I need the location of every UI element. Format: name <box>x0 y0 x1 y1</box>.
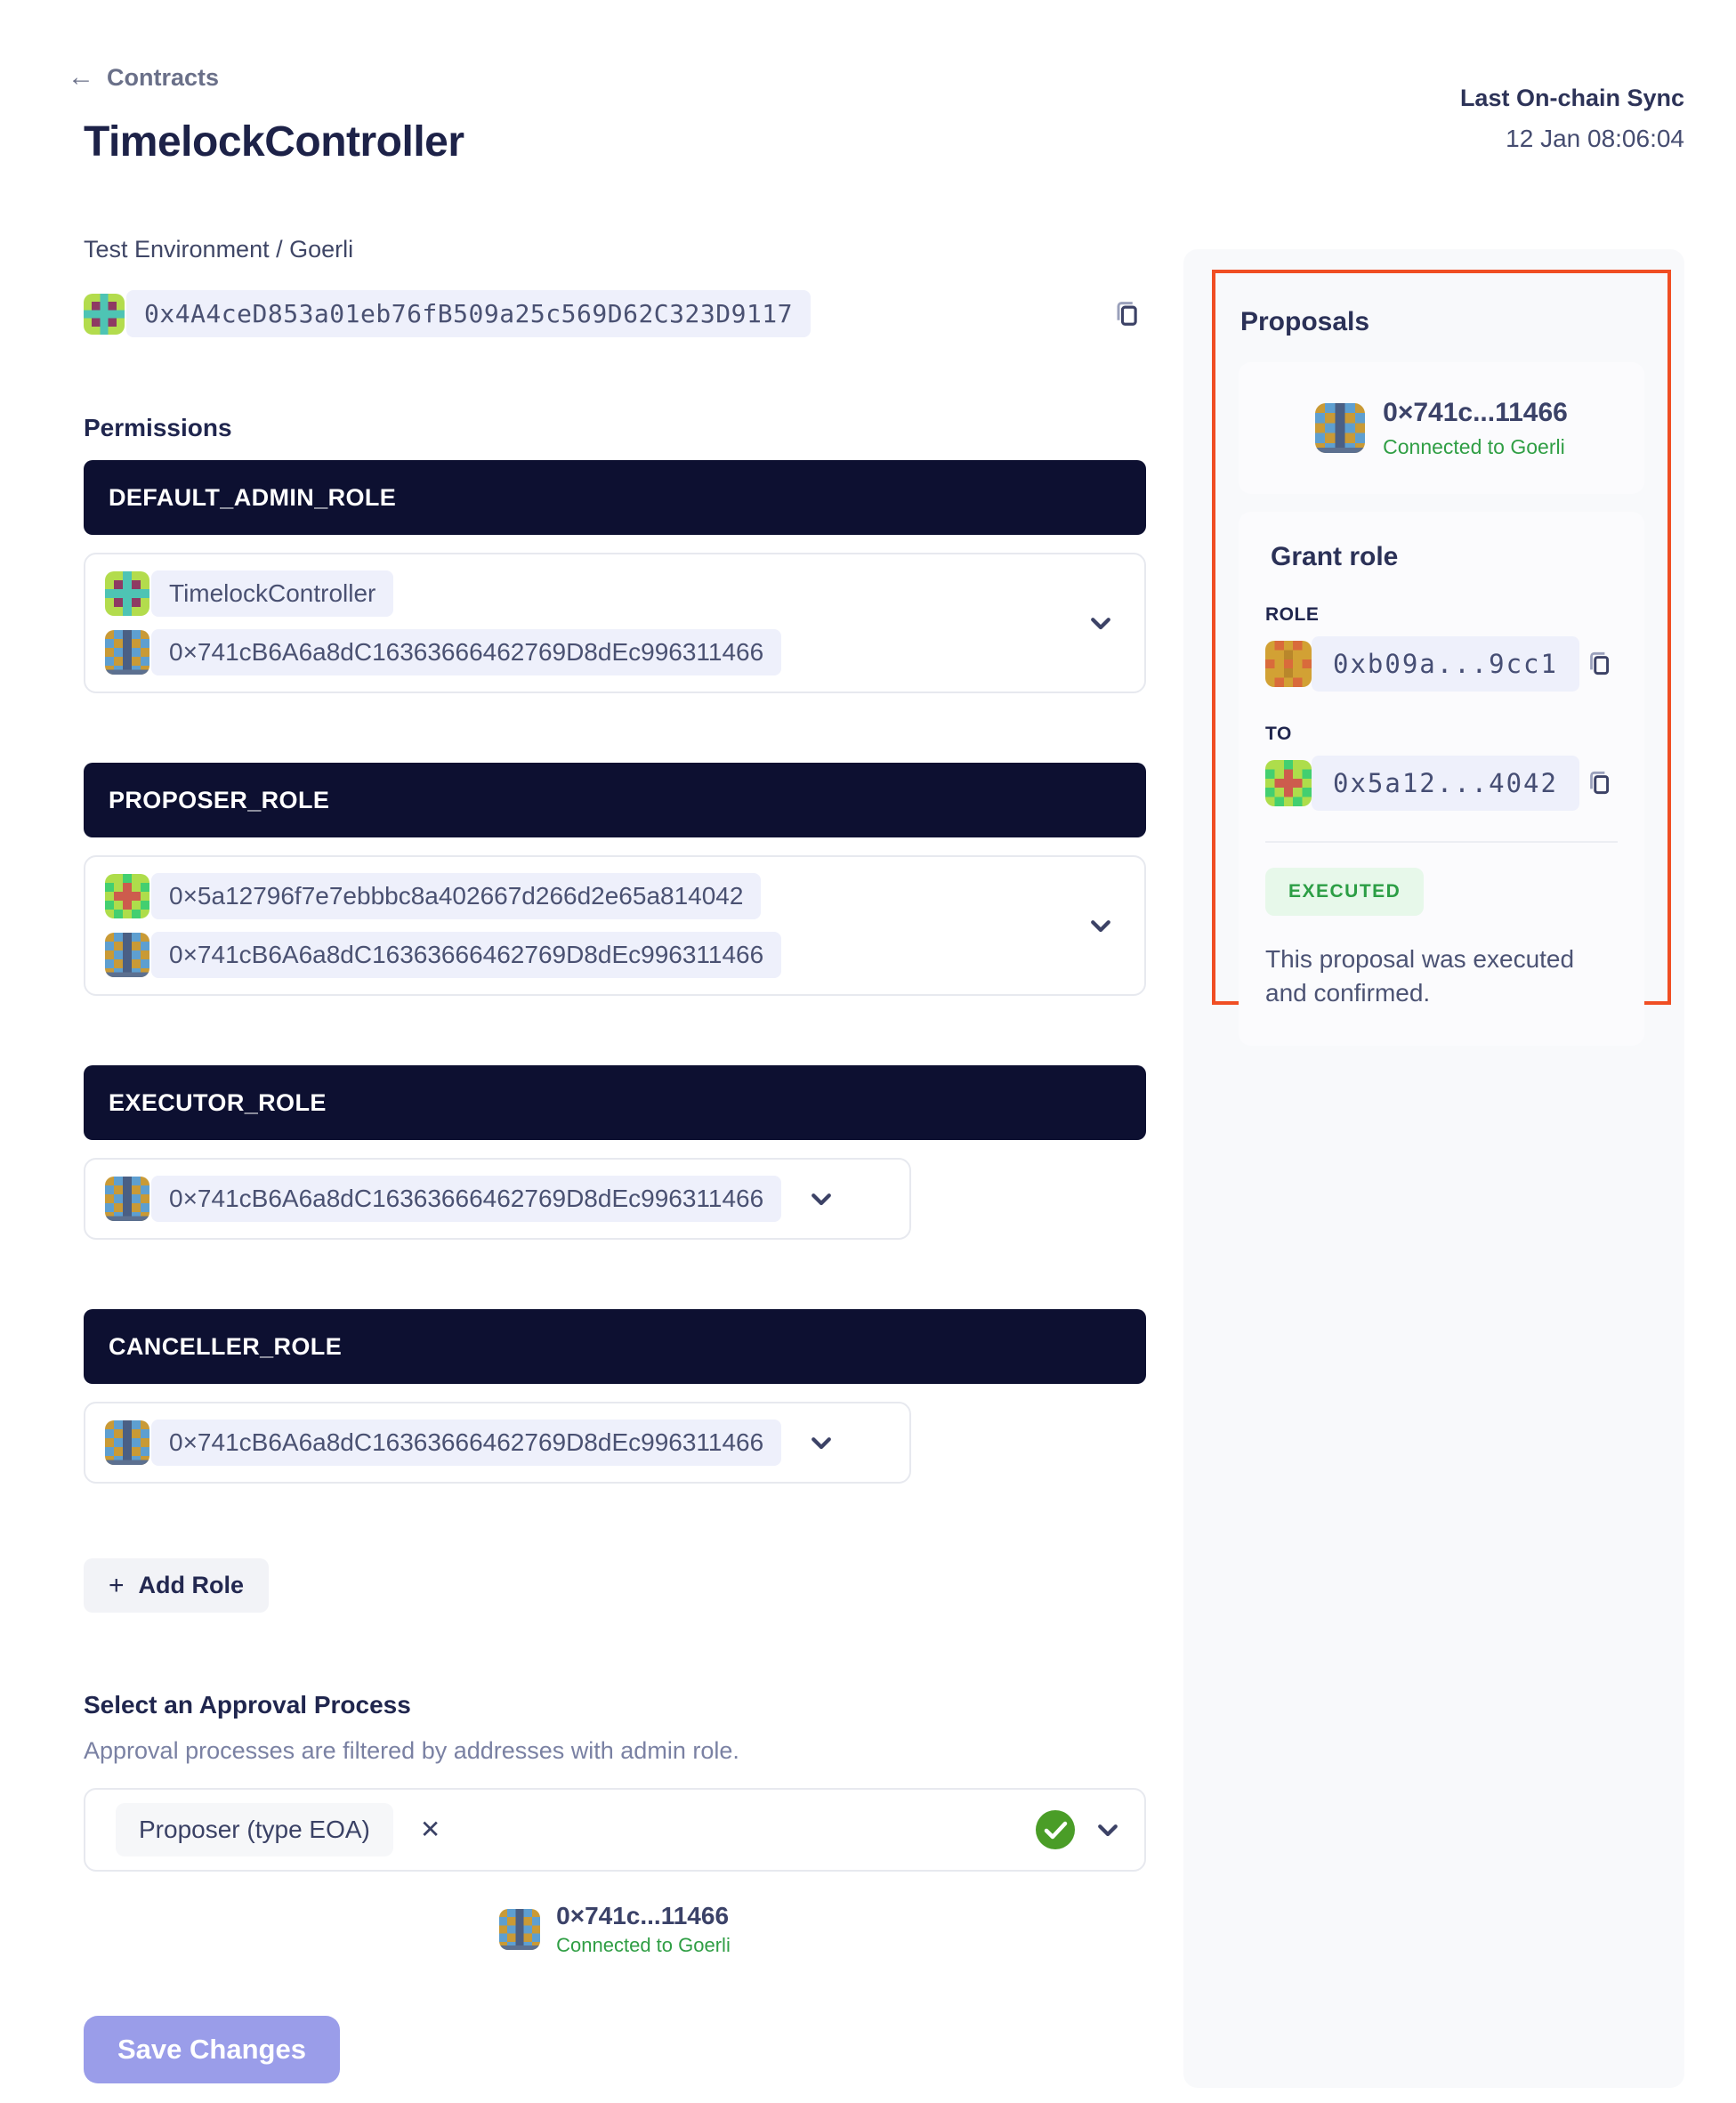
chevron-down-icon <box>1087 912 1114 939</box>
address-blockie-avatar <box>105 1177 149 1221</box>
role-hash-blockie-avatar <box>1265 641 1312 687</box>
address-blockie-avatar <box>105 933 149 977</box>
expand-role-button[interactable] <box>804 1426 838 1460</box>
role-member <box>105 1176 879 1222</box>
member-label: 0×5a12796f7e7ebbbc8a402667d266d2e65a814042 <box>151 873 761 919</box>
address-blockie-avatar <box>105 874 149 918</box>
member-label: 0×741cB6A6a8dC16363666462769D8dEc996311466 <box>151 932 781 978</box>
role-member <box>105 570 1114 617</box>
copy-address-button[interactable] <box>1107 295 1146 334</box>
copy-to-button[interactable] <box>1580 764 1618 802</box>
to-address-value: 0x5a12...4042 <box>1312 756 1579 811</box>
address-blockie-avatar <box>105 1420 149 1465</box>
role-header-executor: EXECUTOR_ROLE <box>84 1065 1146 1140</box>
proposals-highlight-box <box>1212 270 1671 1005</box>
close-icon: ✕ <box>419 1816 441 1843</box>
wallet-blockie-avatar <box>499 1909 540 1950</box>
role-member <box>105 932 1114 978</box>
wallet-blockie-avatar <box>1315 403 1365 453</box>
role-field-label: ROLE <box>1265 604 1320 625</box>
add-role-button[interactable] <box>84 1558 269 1613</box>
role-card-executor <box>84 1158 911 1240</box>
role-member <box>105 1420 879 1466</box>
wallet-address-short: 0×741c...11466 <box>556 1902 730 1929</box>
arrow-left-icon: ← <box>68 62 94 92</box>
address-blockie-avatar <box>105 630 149 675</box>
plus-icon: + <box>109 1570 125 1600</box>
copy-icon <box>1110 298 1143 330</box>
expand-role-button[interactable] <box>1084 606 1118 640</box>
wallet-address-short: 0×741c...11466 <box>1383 397 1568 427</box>
role-card-proposer <box>84 855 1146 996</box>
role-hash-value: 0xb09a...9cc1 <box>1312 636 1579 692</box>
expand-role-button[interactable] <box>804 1182 838 1216</box>
to-address-blockie-avatar <box>1265 760 1312 806</box>
proposals-heading: Proposals <box>1240 307 1370 336</box>
chevron-down-icon <box>1087 610 1114 636</box>
remove-selection-button[interactable] <box>420 1817 440 1842</box>
role-field-row <box>1265 636 1618 692</box>
save-changes-button[interactable]: Save Changes <box>84 2016 340 2083</box>
page-title: TimelockController <box>84 118 464 166</box>
proposal-title: Grant role <box>1271 542 1399 571</box>
contract-blockie-avatar <box>84 294 125 335</box>
role-member <box>105 873 1114 919</box>
breadcrumb-label: Contracts <box>107 63 220 91</box>
selected-approval-chip: Proposer (type EOA) <box>116 1803 393 1856</box>
expand-role-button[interactable] <box>1084 909 1118 942</box>
proposal-card <box>1239 512 1644 1046</box>
member-label: 0×741cB6A6a8dC16363666462769D8dEc996311466 <box>151 1176 781 1222</box>
breadcrumb-back-contracts[interactable] <box>68 62 1146 93</box>
connected-wallet <box>84 1902 1146 1957</box>
copy-role-button[interactable] <box>1580 645 1618 683</box>
divider <box>1265 841 1618 843</box>
approval-process-heading: Select an Approval Process <box>84 1691 411 1719</box>
role-header-default-admin: DEFAULT_ADMIN_ROLE <box>84 460 1146 535</box>
timelock-blockie-avatar <box>105 571 149 616</box>
permissions-heading: Permissions <box>84 414 232 441</box>
last-sync-block <box>1445 85 1684 153</box>
wallet-network-status: Connected to Goerli <box>1383 434 1565 458</box>
role-card-default-admin <box>84 553 1146 693</box>
role-member <box>105 629 1114 675</box>
copy-icon <box>1584 768 1614 798</box>
valid-check-icon <box>1036 1810 1075 1849</box>
role-header-proposer: PROPOSER_ROLE <box>84 763 1146 837</box>
proposal-description: This proposal was executed and confirmed. <box>1265 945 1575 1007</box>
main-content <box>68 62 1146 2083</box>
last-sync-time: 12 Jan 08:06:04 <box>1506 125 1684 152</box>
approval-process-description: Approval processes are filtered by addresses with admin role. <box>84 1737 739 1764</box>
chevron-down-icon <box>808 1185 835 1212</box>
last-sync-label: Last On-chain Sync <box>1459 85 1684 111</box>
member-label: TimelockController <box>151 570 393 617</box>
chevron-down-icon <box>808 1429 835 1456</box>
to-field-label: TO <box>1265 724 1292 744</box>
contract-address: 0x4A4ceD853a01eb76fB509a25c569D62C323D9117 <box>126 290 811 337</box>
member-label: 0×741cB6A6a8dC16363666462769D8dEc996311466 <box>151 629 781 675</box>
role-header-canceller: CANCELLER_ROLE <box>84 1309 1146 1384</box>
wallet-network-status: Connected to Goerli <box>556 1934 731 1956</box>
to-field-row <box>1265 756 1618 811</box>
member-label: 0×741cB6A6a8dC16363666462769D8dEc996311466 <box>151 1420 781 1466</box>
copy-icon <box>1584 649 1614 679</box>
status-badge: EXECUTED <box>1265 868 1424 916</box>
add-role-label: Add Role <box>138 1572 245 1598</box>
chevron-down-icon[interactable] <box>1094 1816 1121 1843</box>
contract-address-row <box>84 290 1146 337</box>
environment-label: Test Environment / Goerli <box>84 236 354 263</box>
approval-process-select[interactable] <box>84 1788 1146 1872</box>
proposals-panel <box>1183 249 1684 2088</box>
proposal-wallet-card <box>1239 362 1644 494</box>
role-card-canceller <box>84 1402 911 1484</box>
